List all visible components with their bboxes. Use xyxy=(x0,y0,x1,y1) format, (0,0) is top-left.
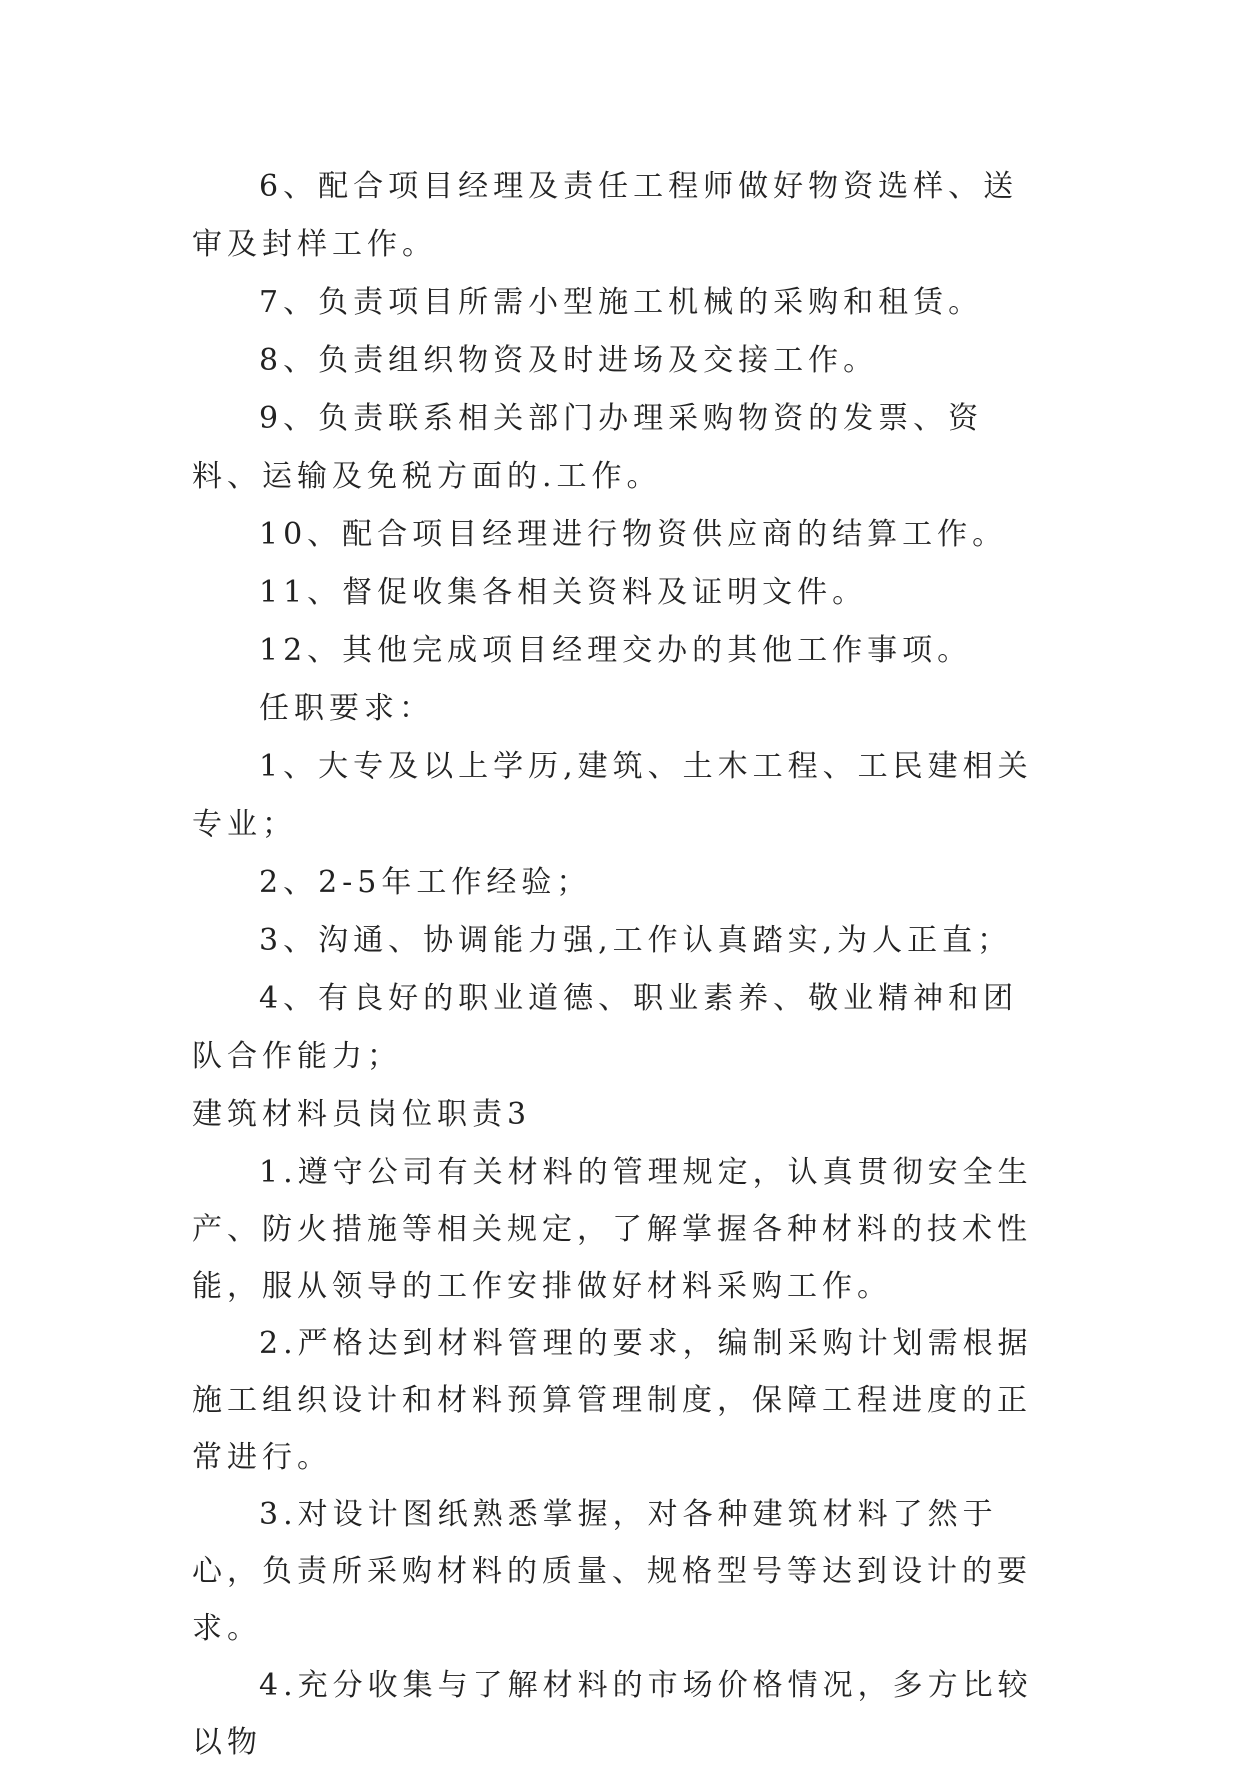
requirements-label: 任职要求： xyxy=(259,691,434,726)
paragraph: 6、配合项目经理及责任工程师做好物资选样、送审及封样工作。 xyxy=(192,169,1019,262)
paragraph: 8、负责组织物资及时进场及交接工作。 xyxy=(259,343,879,378)
requirement-item: 2、2-5年工作经验； xyxy=(259,865,592,900)
section-3-body xyxy=(192,1144,1052,1771)
paragraph: 9、负责联系相关部门办理采购物资的发票、资料、运输及免税方面的.工作。 xyxy=(192,401,984,494)
requirement-item: 4、有良好的职业道德、职业素养、敬业精神和团队合作能力； xyxy=(192,981,1019,1074)
section-heading: 建筑材料员岗位职责3 xyxy=(192,1097,532,1132)
paragraph: 11、督促收集各相关资料及证明文件。 xyxy=(259,575,868,610)
paragraph: 7、负责项目所需小型施工机械的采购和租赁。 xyxy=(259,285,984,320)
document-body xyxy=(192,158,1052,1771)
paragraph: 1.遵守公司有关材料的管理规定，认真贯彻安全生产、防火措施等相关规定，了解掌握各种材料的技术性能，服从领导的工作安排做好材料采购工作。 xyxy=(192,1155,1033,1304)
requirement-item: 1、大专及以上学历,建筑、土木工程、工民建相关专业； xyxy=(192,749,1033,842)
paragraph: 10、配合项目经理进行物资供应商的结算工作。 xyxy=(259,517,1008,552)
paragraph: 4.充分收集与了解材料的市场价格情况，多方比较以物 xyxy=(192,1668,1033,1760)
paragraph: 12、其他完成项目经理交办的其他工作事项。 xyxy=(259,633,973,668)
requirement-item: 3、沟通、协调能力强,工作认真踏实,为人正直； xyxy=(259,923,1013,958)
paragraph: 3.对设计图纸熟悉掌握，对各种建筑材料了然于心，负责所采购材料的质量、规格型号等达到设计的要求。 xyxy=(192,1497,1032,1646)
paragraph: 2.严格达到材料管理的要求，编制采购计划需根据施工组织设计和材料预算管理制度，保障工程进度的正常进行。 xyxy=(192,1326,1033,1475)
